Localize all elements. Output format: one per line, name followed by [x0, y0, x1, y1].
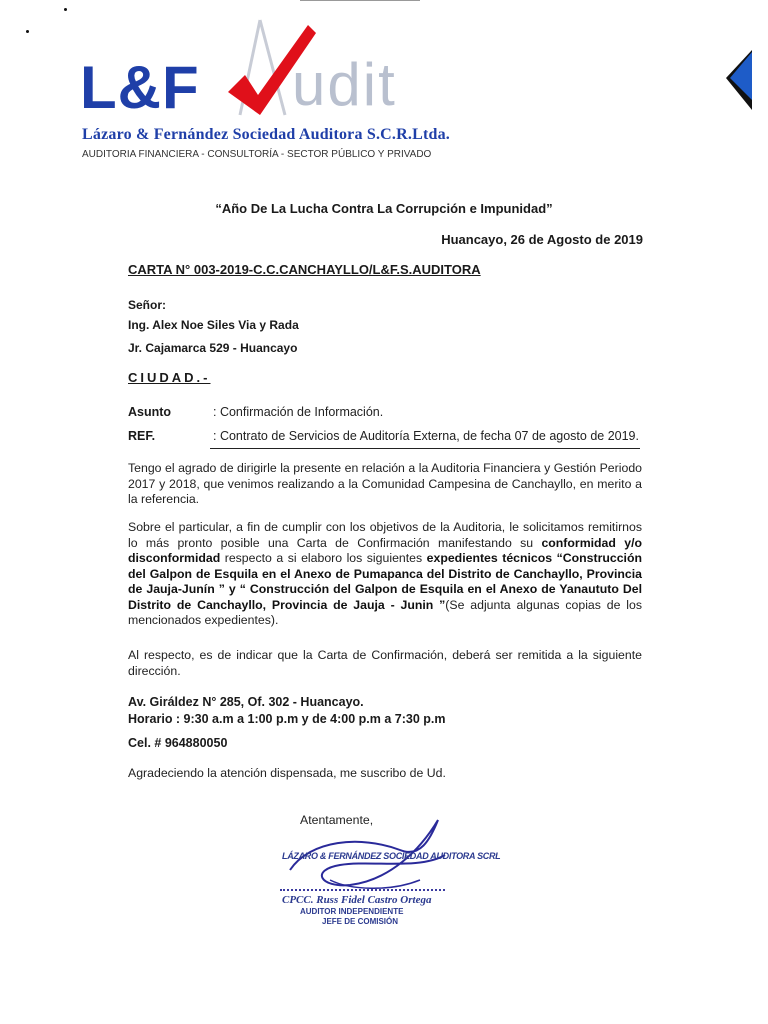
recipient-city: CIUDAD.- — [128, 370, 211, 385]
company-name: Lázaro & Fernández Sociedad Auditora S.C.R.Ltda. — [82, 126, 450, 143]
paragraph-emphasis: expedientes técnicos “Construcción del Galpon de Esquila en el Anexo de Pumapanca del Distrito de Canchayllo, Provincia de Jauja-Junín ” y “ Construcción del Galpon de Esquila en el Anexo de Yanaututo Del Distrito de Canchayllo, Provincia de Jauja - Junin ” — [128, 551, 643, 612]
asunto-label: Asunto — [128, 405, 172, 419]
year-motto: “Año De La Lucha Contra La Corrupción e Impunidad” — [215, 201, 553, 216]
contact-address: Av. Giráldez N° 285, Of. 302 - Huancayo. — [128, 695, 364, 709]
signer-role: AUDITOR INDEPENDIENTE — [300, 907, 404, 916]
paragraph-text: (Se adjunta algunas copias de los mencionados expedientes). — [128, 597, 642, 627]
letter-number: CARTA N° 003-2019-C.C.CANCHAYLLO/L&F.S.AUDITORA — [128, 262, 481, 277]
closing-text: Agradeciendo la atención dispensada, me suscribo de Ud. — [128, 766, 446, 780]
company-tagline: AUDITORIA FINANCIERA - CONSULTORÍA - SECTOR PÚBLICO Y PRIVADO — [82, 149, 432, 160]
body-paragraph-2 — [128, 520, 642, 629]
contact-phone: Cel. # 964880050 — [128, 736, 228, 750]
signer-name: CPCC. Russ Fidel Castro Ortega — [282, 894, 432, 906]
company-stamp: LÁZARO & FERNÁNDEZ SOCIEDAD AUDITORA SCRL — [282, 851, 501, 861]
farewell: Atentamente, — [300, 813, 374, 827]
paragraph-emphasis: conformidad y/o disconformidad — [128, 535, 642, 565]
paragraph-text: Sobre el particular, a fin de cumplir con los objetivos de la Auditoria, le solicitamos remitirnos lo más pronto posible una Carta de Confirmación manifestando su — [128, 520, 642, 550]
paragraph-text: respecto a si elaboro los siguientes — [220, 551, 427, 565]
logo-suffix: udit — [292, 51, 397, 118]
signature-line — [280, 889, 445, 891]
salutation: Señor: — [128, 298, 167, 312]
signer-role-2: JEFE DE COMISIÓN — [322, 917, 399, 926]
speck-mark — [64, 8, 67, 11]
divider — [210, 448, 640, 449]
corner-arrow-icon — [724, 50, 754, 120]
letter-date: Huancayo, 26 de Agosto de 2019 — [441, 232, 643, 247]
ref-value: : Contrato de Servicios de Auditoría Externa, de fecha 07 de agosto de 2019. — [213, 429, 639, 443]
logo-brand: L&F — [80, 54, 200, 121]
speck-mark — [26, 30, 29, 33]
recipient-address: Jr. Cajamarca 529 - Huancayo — [128, 341, 298, 355]
contact-hours: Horario : 9:30 a.m a 1:00 p.m y de 4:00 p.m a 7:30 p.m — [128, 712, 446, 726]
body-paragraph-1: Tengo el agrado de dirigirle la presente en relación a la Auditoria Financiera y Gestión Periodo 2017 y 2018, que venimos realizando a la Comunidad Campesina de Canchayllo, en merito a la referencia. — [128, 461, 642, 506]
recipient-name: Ing. Alex Noe Siles Via y Rada — [128, 318, 299, 332]
body-paragraph-3: Al respecto, es de indicar que la Carta de Confirmación, deberá ser remitida a la siguiente dirección. — [128, 648, 642, 678]
asunto-value: : Confirmación de Información. — [213, 405, 384, 419]
ref-label: REF. — [128, 429, 156, 443]
